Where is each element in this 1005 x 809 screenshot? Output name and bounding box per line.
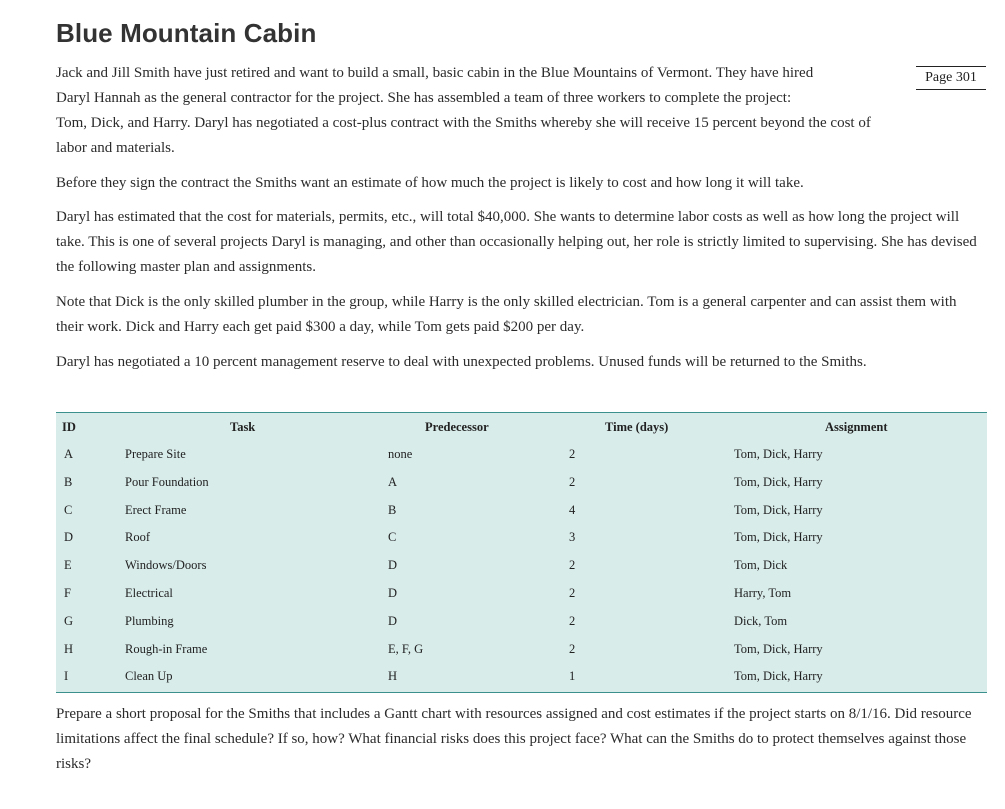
table-row xyxy=(56,642,987,670)
assignment-prompt-paragraph: Prepare a short proposal for the Smiths that includes a Gantt chart with resources assigned and cost estimates if the project starts on 8/1/16. Did resource limitations affect the final schedule? If so, how? What financial risks does this project face? What can the Smiths do to protect themselves against those risks? xyxy=(56,706,972,772)
cell-predecessor: none xyxy=(388,447,413,461)
cell-id: D xyxy=(64,530,74,545)
header-assignment: Assignment xyxy=(825,420,888,434)
cell-predecessor: E, F, G xyxy=(388,641,424,656)
cell-assignment: Tom, Dick, Harry xyxy=(734,530,823,545)
cell-id: I xyxy=(64,669,69,684)
intro-line-4: labor and materials. xyxy=(56,140,175,156)
cell-task: Rough-in Frame xyxy=(125,641,208,656)
cell-predecessor: D xyxy=(388,558,398,573)
cell-task: Windows/Doors xyxy=(125,558,207,573)
cell-time: 4 xyxy=(569,502,576,517)
cell-id: G xyxy=(64,613,74,628)
cell-predecessor: D xyxy=(388,613,398,628)
cell-task: Clean Up xyxy=(125,669,173,684)
table-row xyxy=(56,447,987,475)
intro-line-1: Jack and Jill Smith have just retired and want to build a small, basic cabin in the Blue Mountains of Vermont. They have hired xyxy=(56,65,814,81)
cell-assignment: Tom, Dick xyxy=(734,558,788,573)
cell-id: F xyxy=(64,586,71,600)
cell-id: B xyxy=(64,474,73,489)
intro-line-3: Tom, Dick, and Harry. Daryl has negotiated a cost-plus contract with the Smiths whereby she will receive 15 percent beyond the cost of xyxy=(56,115,871,131)
cell-task: Pour Foundation xyxy=(125,474,209,489)
table-row xyxy=(56,503,987,531)
header-task: Task xyxy=(230,420,256,434)
page-reference: Page 301 xyxy=(916,66,986,90)
cell-assignment: Tom, Dick, Harry xyxy=(734,502,823,517)
cell-task: Roof xyxy=(125,530,150,545)
cell-time: 3 xyxy=(569,530,576,545)
cell-predecessor: H xyxy=(388,669,398,684)
intro-paragraph xyxy=(56,61,981,161)
cell-assignment: Harry, Tom xyxy=(734,586,792,600)
cell-assignment: Tom, Dick, Harry xyxy=(734,474,823,489)
table-row xyxy=(56,614,987,642)
header-time: Time (days) xyxy=(605,420,669,434)
intro-line-2: Daryl Hannah as the general contractor for the project. She has assembled a team of three workers to complete the project: xyxy=(56,90,792,106)
cell-predecessor: B xyxy=(388,502,397,517)
cell-task: Electrical xyxy=(125,586,173,600)
cell-id: A xyxy=(64,447,74,461)
cell-id: E xyxy=(64,558,72,573)
table-row xyxy=(56,669,987,697)
cell-assignment: Tom, Dick, Harry xyxy=(734,447,823,461)
cell-assignment: Tom, Dick, Harry xyxy=(734,669,823,684)
task-table xyxy=(56,412,987,693)
cell-assignment: Dick, Tom xyxy=(734,613,788,628)
table-row xyxy=(56,558,987,586)
cost-paragraph: Daryl has estimated that the cost for materials, permits, etc., will total $40,000. She wants to determine labor costs as well as how long the project will take. This is one of several projects Daryl is managing, and other than occasionally helping out, her role is strictly limited to supervising. She has devised the following master plan and assignments. xyxy=(56,209,977,275)
cell-predecessor: C xyxy=(388,530,397,545)
page-title: Blue Mountain Cabin xyxy=(56,18,317,48)
cell-time: 1 xyxy=(569,669,576,684)
header-id: ID xyxy=(62,420,76,434)
table-row xyxy=(56,475,987,503)
cell-time: 2 xyxy=(569,558,576,573)
cell-predecessor: A xyxy=(388,474,398,489)
cell-task: Erect Frame xyxy=(125,502,187,517)
cell-assignment: Tom, Dick, Harry xyxy=(734,641,823,656)
header-predecessor: Predecessor xyxy=(425,420,489,434)
estimate-paragraph: Before they sign the contract the Smiths want an estimate of how much the project is likely to cost and how long it will take. xyxy=(56,175,804,191)
table-row xyxy=(56,530,987,558)
cell-id: C xyxy=(64,502,73,517)
reserve-paragraph: Daryl has negotiated a 10 percent management reserve to deal with unexpected problems. Unused funds will be returned to the Smiths. xyxy=(56,354,867,370)
cell-time: 2 xyxy=(569,586,576,600)
cell-time: 2 xyxy=(569,474,576,489)
cell-predecessor: D xyxy=(388,586,398,600)
skills-paragraph: Note that Dick is the only skilled plumber in the group, while Harry is the only skilled electrician. Tom is a general carpenter and can assist them with their work. Dick and Harry each get paid $300 a day, while Tom gets paid $200 per day. xyxy=(56,294,957,335)
cell-id: H xyxy=(64,641,74,656)
cell-task: Plumbing xyxy=(125,613,174,628)
table-row xyxy=(56,586,987,614)
cell-task: Prepare Site xyxy=(125,447,186,461)
cell-time: 2 xyxy=(569,613,576,628)
cell-time: 2 xyxy=(569,641,576,656)
cell-time: 2 xyxy=(569,447,576,461)
